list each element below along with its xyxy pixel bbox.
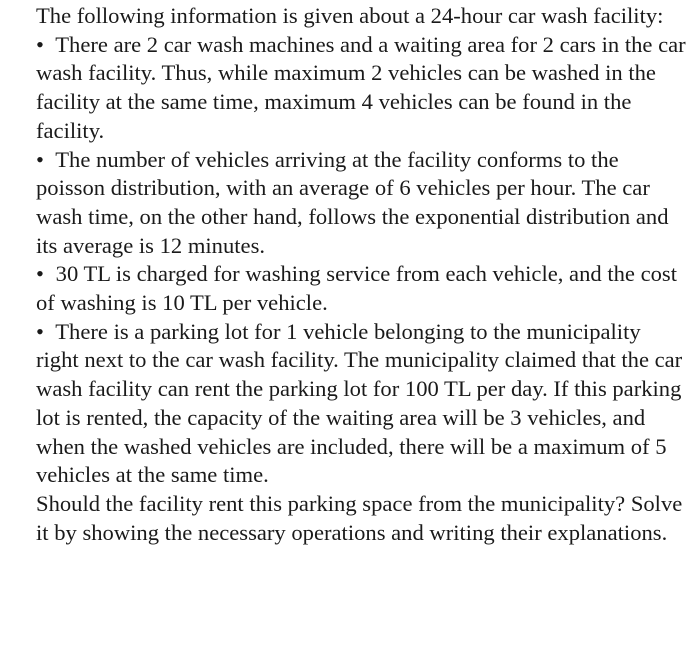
bullet-list xyxy=(36,31,686,490)
bullet-icon: • xyxy=(36,261,44,287)
bullet-item-capacity xyxy=(36,31,686,146)
bullet-item-pricing xyxy=(36,260,686,317)
bullet-text: There are 2 car wash machines and a waiting area for 2 cars in the car wash facility. Thus, while maximum 2 vehicles can be washed in the facility at the same time, maximum 4 vehicles can be found in the facility. xyxy=(36,31,686,143)
problem-statement xyxy=(36,2,686,547)
bullet-text: The number of vehicles arriving at the facility conforms to the poisson distribution, with an average of 6 vehicles per hour. The car wash time, on the other hand, follows the exponential distribution and its average is 12 minutes. xyxy=(36,146,669,258)
bullet-text: 30 TL is charged for washing service from each vehicle, and the cost of washing is 10 TL per vehicle. xyxy=(36,261,677,316)
bullet-item-arrival-service xyxy=(36,146,686,261)
question-paragraph: Should the facility rent this parking space from the municipality? Solve it by showing the necessary operations and writing their explanations. xyxy=(36,490,683,545)
bullet-icon: • xyxy=(36,31,44,57)
bullet-text: There is a parking lot for 1 vehicle belonging to the municipality right next to the car wash facility. The municipality claimed that the car wash facility can rent the parking lot for 100 TL per day. If this parking lot is rented, the capacity of the waiting area will be 3 vehicles, and when the washed vehicles are included, there will be a maximum of 5 vehicles at the same time. xyxy=(36,318,683,488)
bullet-item-parking-lot xyxy=(36,318,686,490)
bullet-icon: • xyxy=(36,318,44,344)
intro-paragraph: The following information is given about a 24-hour car wash facility: xyxy=(36,3,664,28)
bullet-icon: • xyxy=(36,146,44,172)
